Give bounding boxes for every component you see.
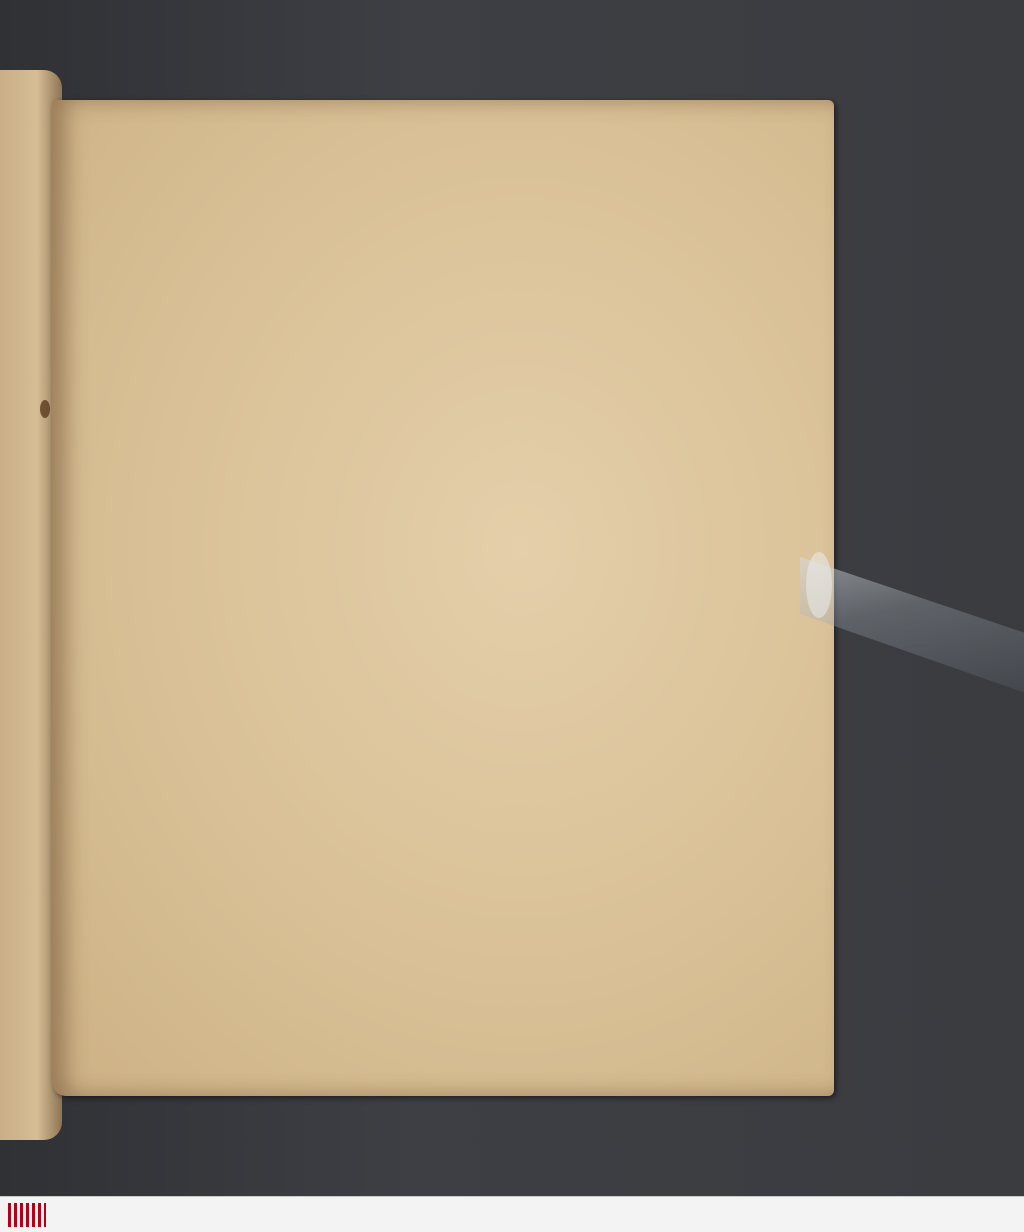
glass-holder-edge <box>806 552 832 618</box>
page-header <box>296 148 746 188</box>
barcode-icon <box>8 1203 46 1227</box>
decorated-initial <box>138 776 210 846</box>
book-page <box>52 100 834 1096</box>
footer-bar <box>0 1196 1024 1232</box>
page-stain <box>40 400 50 418</box>
